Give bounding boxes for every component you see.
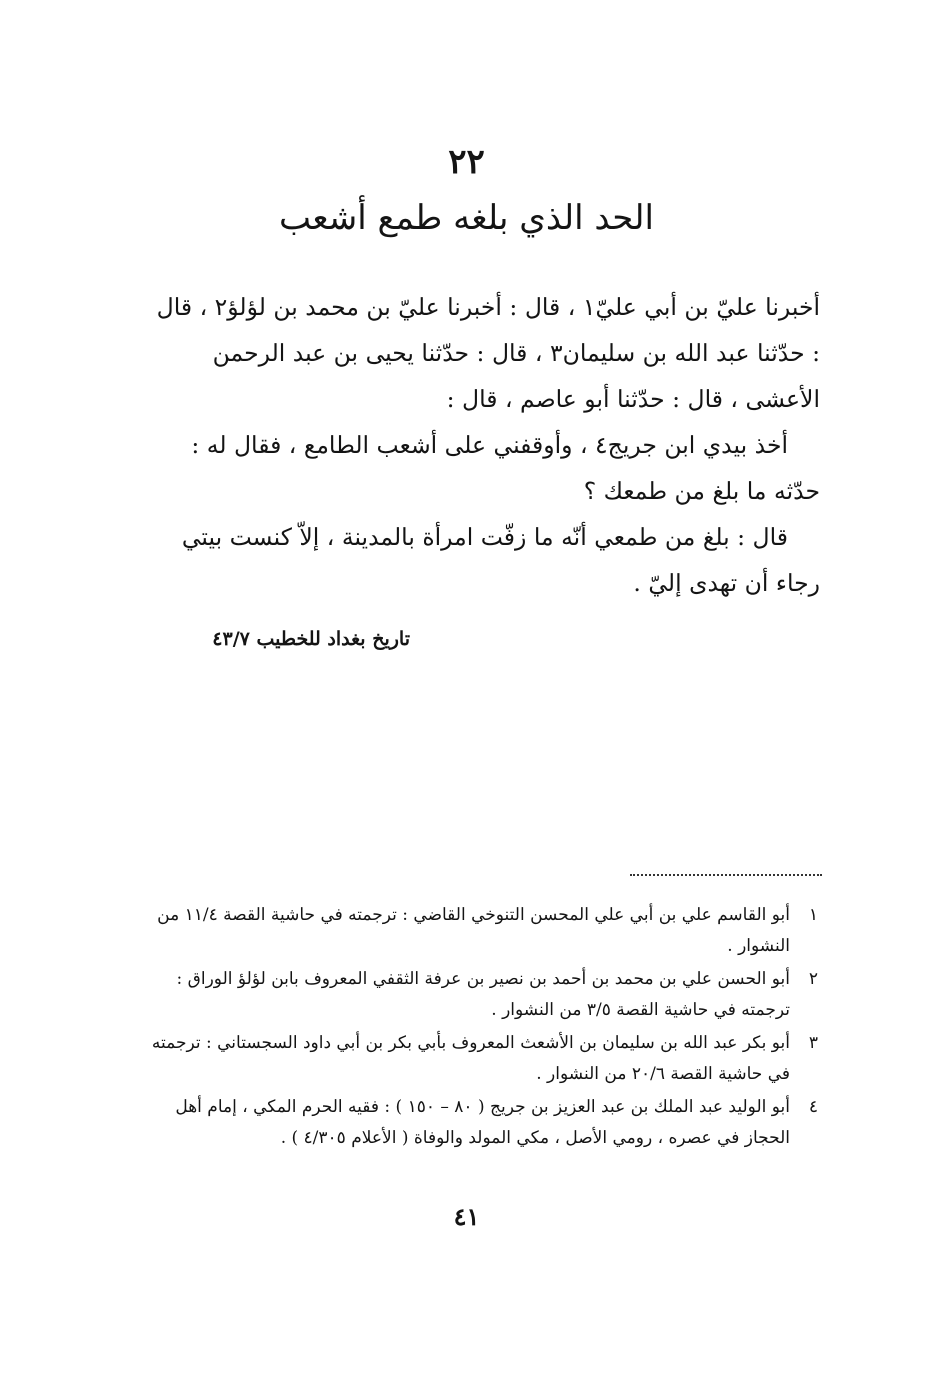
footnote-item bbox=[150, 900, 818, 962]
body-paragraph: أخبرنا عليّ بن أبي عليّ١ ، قال : أخبرنا عليّ بن محمد بن لؤلؤ٢ ، قال : حدّثنا عبد الله بن سليمان٣ ، قال : حدّثنا يحيى بن عبد الرحمن الأعشى ، قال : حدّثنا أبو عاصم ، قال : bbox=[156, 293, 820, 413]
footnote-item bbox=[150, 1028, 818, 1090]
source-citation: تاريخ بغداد للخطيب ٤٣/٧ bbox=[212, 628, 410, 650]
page-number: ٤١ bbox=[453, 1202, 480, 1231]
footnote-number: ٣ bbox=[808, 1033, 818, 1053]
body-paragraph: قال : بلغ من طمعي أنّه ما زفّت امرأة بالمدينة ، إلاّ كنست بيتي رجاء أن تهدى إليّ . bbox=[181, 523, 820, 597]
story-body bbox=[155, 284, 820, 606]
footnote-number: ٢ bbox=[808, 969, 818, 989]
footnote-separator bbox=[630, 874, 822, 876]
body-paragraph: أخذ بيدي ابن جريج٤ ، وأوقفني على أشعب الطامع ، فقال له : حدّثه ما بلغ من طمعك ؟ bbox=[191, 431, 820, 505]
footnote-text: أبو القاسم علي بن أبي علي المحسن التنوخي القاضي : ترجمته في حاشية القصة ١١/٤ من النشوار . bbox=[157, 905, 790, 956]
footnote-text: أبو الوليد عبد الملك بن عبد العزيز بن جريج ( ٨٠ – ١٥٠ ) : فقيه الحرم المكي ، إمام أهل الحجاز في عصره ، رومي الأصل ، مكي المولد والوفاة ( الأعلام ٤/٣٠٥ ) . bbox=[175, 1097, 790, 1148]
footnote-text: أبو الحسن علي بن محمد بن أحمد بن نصير بن عرفة الثقفي المعروف بابن لؤلؤ الوراق : ترجمته في حاشية القصة ٣/٥ من النشوار . bbox=[176, 969, 790, 1020]
footnote-item bbox=[150, 1092, 818, 1154]
footnote-number: ١ bbox=[808, 905, 818, 925]
footnote-number: ٤ bbox=[808, 1097, 818, 1117]
chapter-number: ٢٢ bbox=[448, 142, 485, 182]
footnote-text: أبو بكر عبد الله بن سليمان بن الأشعث المعروف بأبي بكر بن أبي داود السجستاني : ترجمته في حاشية القصة ٢٠/٦ من النشوار . bbox=[151, 1033, 790, 1084]
footnote-item bbox=[150, 964, 818, 1026]
chapter-title: الحد الذي بلغه طمع أشعب bbox=[279, 198, 654, 238]
footnotes bbox=[150, 900, 818, 1156]
